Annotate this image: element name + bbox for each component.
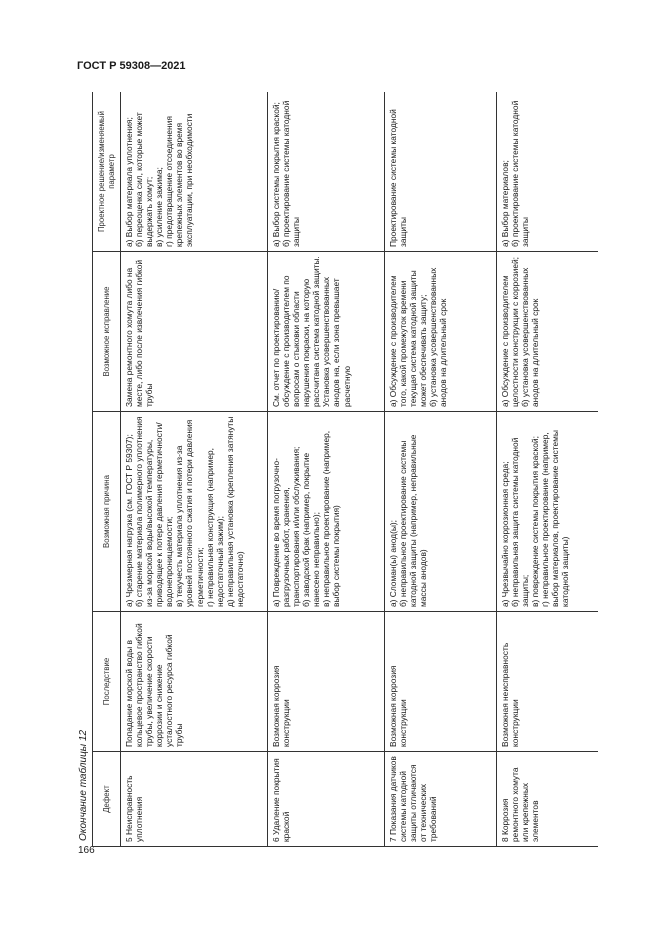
- defects-table: [92, 92, 598, 847]
- cell-cause: [385, 412, 497, 612]
- cause-item: а) Повреждение во время погрузочно-разгрузочных работ, хранения, транспортирования и/или обслуживания;: [271, 446, 302, 607]
- cell-cause: [268, 412, 385, 612]
- cause-item: б) заводской брак (например, покрытие нанесено неправильно);: [301, 452, 322, 607]
- cell-design: Проектирование системы катодной защиты: [385, 92, 497, 252]
- cell-design: [497, 92, 599, 252]
- col-header-consequence: Последствие: [93, 612, 121, 752]
- table-row: [268, 92, 385, 847]
- cause-item: а) Чрезмерная нагрузка (см. ГОСТ Р 59307);: [124, 434, 134, 607]
- rotated-table-container: [92, 92, 598, 847]
- cell-fix: [497, 252, 599, 412]
- table-row: [121, 92, 268, 847]
- cell-fix: Замена ремонтного хомута либо на месте, либо после извлечения гибкой трубы: [121, 252, 268, 412]
- cell-defect: 5 Неисправность уплотнения: [121, 752, 268, 847]
- cause-item: б) неправильная защита системы катодной защиты;: [510, 437, 531, 607]
- cell-defect: 8 Коррозия ремонтного хомута или крепежных элементов: [497, 752, 599, 847]
- page-number: 166: [78, 845, 95, 856]
- table-caption: Окончание таблицы 12: [78, 729, 89, 841]
- cause-item: д) неправильная установка (крепления затянуты недостаточно): [224, 416, 245, 607]
- design-item: а) Выбор материалов;: [500, 160, 510, 247]
- cell-cause: [497, 412, 599, 612]
- design-item: г) предотвращение отсоединения крепежных элементов во время эксплуатации, при необходимости: [164, 113, 195, 247]
- table-header-row: [93, 92, 121, 847]
- cause-item: б) неправильное проектирование системы катодной защиты (например, неправильные массы анодов): [398, 434, 429, 607]
- fix-item: а) Обсуждение с производителем целостности конструкции с коррозией;: [500, 256, 521, 407]
- cause-item: а) Сломан(ы) анод(ы);: [388, 520, 398, 607]
- cell-consequence: Возможная коррозия конструкции: [268, 612, 385, 752]
- cell-fix: [385, 252, 497, 412]
- design-item: б) переоценка сил, которые может выдержать хомут;: [134, 112, 155, 247]
- col-header-design: Проектное решение/изменяемый параметр: [93, 92, 121, 252]
- cause-item: а) Чрезвычайно коррозионная среда;: [500, 461, 510, 607]
- fix-item: б) установка усовершенствованных анодов на длительный срок: [520, 267, 541, 407]
- fix-item: а) Обсуждение с производителем того, какой промежуток времени текущая система катодной защиты может обеспечивать защиту;: [388, 270, 429, 407]
- fix-item: б) установка усовершенствованных анодов на длительный срок: [428, 267, 449, 407]
- cell-design: [268, 92, 385, 252]
- col-header-fix: Возможное исправление: [93, 252, 121, 412]
- document-header: ГОСТ Р 59308—2021: [77, 60, 186, 72]
- cell-defect: 6 Удаление покрытия краской: [268, 752, 385, 847]
- cell-consequence: Попадание морской воды в кольцевое пространство гибкой трубы, увеличение скорости коррозии и снижение усталостного ресурса гибкой трубы: [121, 612, 268, 752]
- cell-defect: 7 Показания датчиков системы катодной защиты отличаются от техничеcких требований: [385, 752, 497, 847]
- cell-cause: [121, 412, 268, 612]
- cell-consequence: Возможная коррозия конструкции: [385, 612, 497, 752]
- design-item: а) Выбор системы покрытия краской;: [271, 102, 281, 247]
- cause-item: в) текучесть материала уплотнения из-за уровней постоянного сжатия и потери давления герметичности;: [174, 419, 205, 607]
- cell-fix: См. отчет по проектированию/обсуждение с производителем по вопросам о стыковки области нарушения покраски, на которую рассчитана система катодной защиты. Установка усовершенствованных анодов на, если зона превышает расчетную: [268, 252, 385, 412]
- cause-item: в) неправильное проектирование (например, выбор системы покрытия): [321, 430, 342, 607]
- table-row: [385, 92, 497, 847]
- cause-item: б) старение материала полимерного уплотнения из-за морской воды/высокой температуры, приводящее к потере давления герметичности/водонепроницаемости;: [134, 416, 175, 607]
- col-header-defect: Дефект: [93, 752, 121, 847]
- cause-item: г) неправильная конструкция (например, недостаточный зажим);: [204, 448, 225, 607]
- cell-consequence: Возможная неисправность конструкции: [497, 612, 599, 752]
- col-header-cause: Возможная причина: [93, 412, 121, 612]
- design-item: б) проектирование системы катодной защиты: [510, 100, 531, 247]
- table-row: [497, 92, 599, 847]
- cell-design: [121, 92, 268, 252]
- cause-item: г) неправильное проектирование (например, выбор материалов, проектирование системы катодной защиты): [540, 430, 571, 607]
- design-item: б) проектирование системы катодной защиты: [281, 100, 302, 247]
- design-item: а) Выбор материала уплотнения;: [124, 117, 134, 247]
- cause-item: в) повреждение системы покрытия краской;: [530, 436, 541, 607]
- design-item: в) усиление зажима;: [154, 167, 165, 247]
